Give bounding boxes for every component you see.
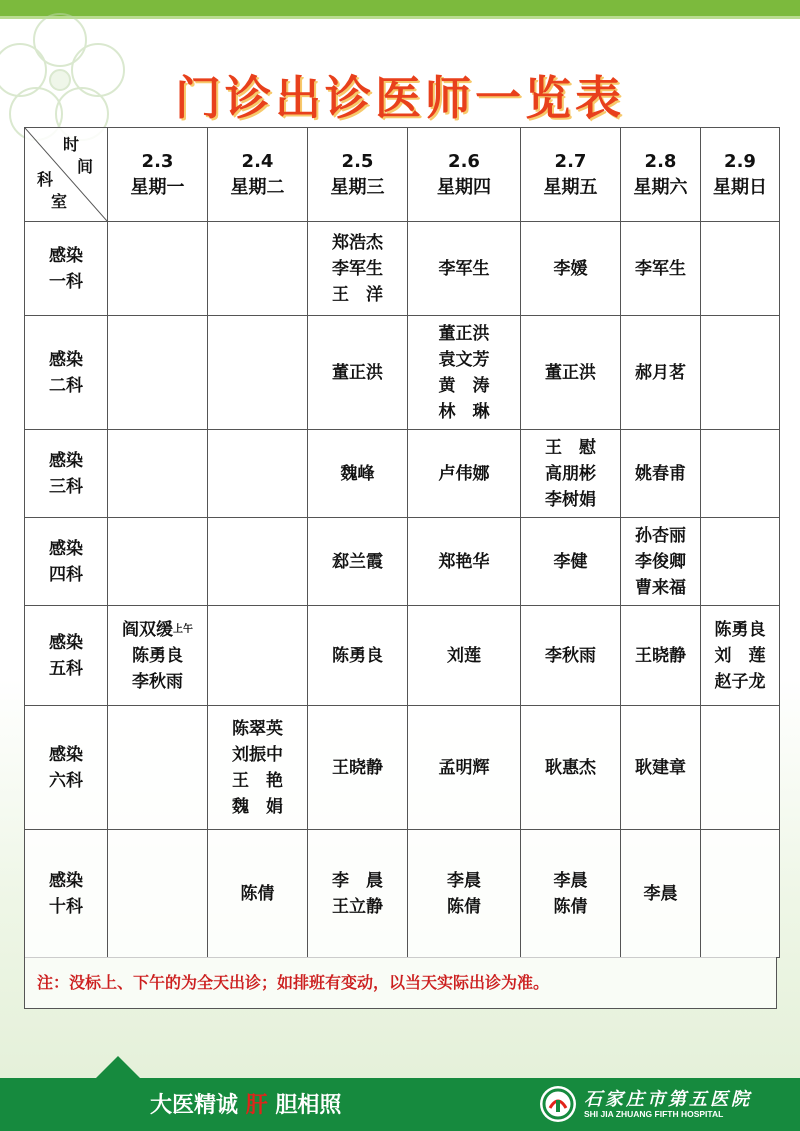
doctor-line [408, 868, 520, 894]
doctor-name: 郄兰霞 [332, 551, 383, 572]
corner-time-label: 时 间 [62, 135, 93, 176]
schedule-cell [108, 606, 208, 706]
doctor-name: 李晨 [643, 883, 678, 904]
footer-notch [96, 1056, 140, 1078]
dept-label: 二科 [49, 375, 83, 396]
dept-label: 感染 [49, 870, 83, 891]
doctor-name: 陈翠英 [232, 718, 283, 739]
doctor-name: 李秋雨 [545, 645, 596, 666]
doctor-line [308, 755, 407, 781]
schedule-cell [521, 430, 621, 518]
day-date: 2.9 [724, 150, 756, 172]
doctor-line [108, 617, 207, 643]
dept-label: 十科 [49, 896, 83, 917]
doctor-name: 赵子龙 [714, 671, 766, 692]
doctor-line [408, 256, 520, 282]
doctor-line [208, 794, 307, 820]
doctor-line [208, 768, 307, 794]
day-date: 2.7 [554, 150, 587, 172]
schedule-cell [621, 430, 701, 518]
schedule-note: 注：没标上、下午的为全天出诊；如排班有变动，以当天实际出诊为准。 [24, 957, 777, 1009]
doctor-line [408, 399, 520, 425]
time-annotation: 上午 [173, 623, 193, 635]
table-row [25, 706, 780, 830]
doctor-line [108, 643, 207, 669]
day-weekday: 星期四 [437, 176, 491, 198]
day-header [521, 128, 621, 222]
doctor-line [621, 549, 700, 575]
schedule-cell [308, 606, 408, 706]
doctor-line [308, 230, 407, 256]
dept-cell [25, 430, 108, 518]
doctor-name: 李军生 [438, 258, 490, 279]
day-weekday: 星期三 [330, 176, 385, 198]
doctor-line [521, 643, 620, 669]
dept-label: 六科 [49, 770, 83, 791]
doctor-name: 王晓静 [332, 757, 383, 778]
schedule-cell [701, 222, 780, 316]
doctor-line [308, 360, 407, 386]
doctor-line [308, 461, 407, 487]
doctor-name: 董正洪 [545, 362, 596, 383]
doctor-name: 阎双缓 [122, 619, 173, 640]
schedule-cell [208, 430, 308, 518]
dept-label: 感染 [49, 538, 83, 559]
schedule-cell [308, 830, 408, 958]
schedule-cell [108, 316, 208, 430]
schedule-cell [408, 830, 521, 958]
doctor-name: 刘 莲 [714, 645, 766, 666]
doctor-name: 耿建章 [635, 757, 686, 778]
doctor-line [621, 256, 700, 282]
doctor-line [408, 549, 520, 575]
schedule-cell [408, 430, 521, 518]
doctor-name: 李晨 [553, 870, 588, 891]
doctor-line [408, 321, 520, 347]
schedule-cell [408, 518, 521, 606]
doctor-line [521, 755, 620, 781]
doctor-name: 陈倩 [553, 896, 588, 917]
doctor-name: 李树娟 [545, 489, 596, 510]
doctor-name: 曹来福 [635, 577, 686, 598]
dept-cell [25, 518, 108, 606]
doctor-name: 陈勇良 [332, 645, 383, 666]
schedule-cell [208, 830, 308, 958]
dept-label: 感染 [49, 349, 83, 370]
schedule-cell [108, 518, 208, 606]
doctor-line [701, 669, 779, 695]
schedule-cell [621, 222, 701, 316]
corner-dept-label: 科 室 [37, 170, 68, 211]
doctor-name: 高朋彬 [545, 463, 596, 484]
day-header [408, 128, 521, 222]
schedule-cell [208, 518, 308, 606]
schedule-cell [521, 316, 621, 430]
doctor-line [621, 461, 700, 487]
dept-cell [25, 830, 108, 958]
doctor-name: 魏峰 [340, 463, 375, 484]
doctor-name: 郑艳华 [438, 551, 490, 572]
schedule-cell [701, 518, 780, 606]
page-title: 门诊出诊医师一览表 [175, 71, 625, 125]
corner-header [25, 128, 108, 222]
doctor-name: 王 洋 [332, 284, 383, 305]
dept-label: 一科 [49, 271, 83, 292]
dept-label: 五科 [49, 658, 83, 679]
schedule-cell [521, 830, 621, 958]
day-date: 2.3 [141, 150, 174, 172]
day-header [621, 128, 701, 222]
doctor-name: 李俊卿 [635, 551, 686, 572]
day-weekday: 星期日 [713, 176, 767, 198]
dept-label: 感染 [49, 744, 83, 765]
doctor-line [621, 755, 700, 781]
dept-label: 感染 [49, 450, 83, 471]
dept-label: 三科 [49, 476, 83, 497]
schedule-cell [308, 222, 408, 316]
doctor-line [308, 282, 407, 308]
schedule-cell [208, 606, 308, 706]
doctor-line [521, 487, 620, 513]
table-row [25, 222, 780, 316]
table-row [25, 518, 780, 606]
schedule-cell [308, 706, 408, 830]
doctor-line [408, 643, 520, 669]
schedule-cell [521, 706, 621, 830]
day-header [208, 128, 308, 222]
schedule-cell [108, 430, 208, 518]
doctor-line [308, 643, 407, 669]
doctor-line [521, 256, 620, 282]
doctor-line [208, 742, 307, 768]
day-weekday: 星期五 [543, 176, 598, 198]
schedule-cell [108, 222, 208, 316]
schedule-cell [208, 222, 308, 316]
schedule-cell [621, 830, 701, 958]
day-weekday: 星期一 [130, 176, 185, 198]
doctor-name: 李晨 [447, 870, 481, 891]
doctor-name: 王晓静 [635, 645, 686, 666]
table-row [25, 830, 780, 958]
doctor-line [521, 894, 620, 920]
doctor-line [408, 894, 520, 920]
schedule-cell [308, 430, 408, 518]
dept-label: 感染 [49, 245, 83, 266]
schedule-cell [521, 222, 621, 316]
schedule-cell [308, 518, 408, 606]
doctor-line [408, 461, 520, 487]
schedule-cell [621, 606, 701, 706]
hospital-name-cn: 石家庄市第五医院 [584, 1089, 752, 1110]
table-row [25, 430, 780, 518]
hospital-logo-icon [540, 1086, 576, 1122]
doctor-name: 卢伟娜 [438, 463, 490, 484]
slogan-part-a: 大医精诚 [150, 1093, 239, 1118]
schedule-cell [621, 316, 701, 430]
doctor-name: 姚春甫 [635, 463, 686, 484]
doctor-line [521, 868, 620, 894]
day-date: 2.8 [644, 150, 677, 172]
doctor-name: 孟明辉 [438, 757, 490, 778]
schedule-cell [208, 316, 308, 430]
day-date: 2.6 [448, 150, 480, 172]
doctor-name: 李秋雨 [132, 671, 183, 692]
doctor-line [621, 643, 700, 669]
doctor-name: 李 晨 [332, 870, 383, 891]
doctor-line [308, 256, 407, 282]
doctor-name: 陈勇良 [714, 619, 766, 640]
schedule-cell [108, 830, 208, 958]
doctor-name: 董正洪 [332, 362, 383, 383]
slogan-part-c: 胆相照 [275, 1093, 342, 1118]
dept-cell [25, 706, 108, 830]
doctor-name: 王 慰 [545, 437, 596, 458]
doctor-name: 郝月茗 [635, 362, 686, 383]
doctor-name: 王立静 [332, 896, 383, 917]
dept-label: 四科 [49, 564, 83, 585]
doctor-name: 林 琳 [438, 401, 490, 422]
dept-label: 感染 [49, 632, 83, 653]
doctor-name: 郑浩杰 [332, 232, 383, 253]
schedule-cell [408, 706, 521, 830]
schedule-cell [108, 706, 208, 830]
hospital-name-en: SHI JIA ZHUANG FIFTH HOSPITAL [584, 1109, 724, 1119]
dept-cell [25, 606, 108, 706]
doctor-line [521, 435, 620, 461]
doctor-name: 李军生 [635, 258, 686, 279]
doctor-line [621, 575, 700, 601]
schedule-cell [701, 430, 780, 518]
day-header [108, 128, 208, 222]
footer-slogan [150, 1088, 341, 1119]
doctor-line [521, 549, 620, 575]
doctor-line [408, 373, 520, 399]
doctor-name: 袁文芳 [438, 349, 490, 370]
doctor-line [108, 669, 207, 695]
day-weekday: 星期二 [230, 176, 285, 198]
day-header [701, 128, 780, 222]
schedule-cell [701, 606, 780, 706]
day-weekday: 星期六 [633, 176, 688, 198]
doctor-name: 李媛 [553, 258, 588, 279]
doctor-line [521, 360, 620, 386]
doctor-name: 黄 涛 [438, 375, 490, 396]
dept-cell [25, 316, 108, 430]
doctor-name: 陈倩 [240, 883, 275, 904]
schedule-cell [701, 316, 780, 430]
schedule-cell [621, 518, 701, 606]
schedule-cell [408, 606, 521, 706]
doctor-name: 孙杏丽 [635, 525, 686, 546]
doctor-name: 李军生 [332, 258, 383, 279]
table-row [25, 316, 780, 430]
day-header [308, 128, 408, 222]
doctor-name: 刘莲 [447, 645, 481, 666]
slogan-part-b: 肝 [245, 1093, 268, 1118]
schedule-cell [701, 830, 780, 958]
doctor-name: 王 艳 [232, 770, 283, 791]
doctor-line [408, 755, 520, 781]
doctor-name: 陈倩 [447, 896, 481, 917]
doctor-line [208, 716, 307, 742]
doctor-line [208, 881, 307, 907]
doctor-name: 陈勇良 [132, 645, 183, 666]
doctor-line [621, 881, 700, 907]
schedule-cell [701, 706, 780, 830]
doctor-line [521, 461, 620, 487]
doctor-line [308, 868, 407, 894]
dept-cell [25, 222, 108, 316]
day-date: 2.5 [341, 150, 374, 172]
day-date: 2.4 [241, 150, 274, 172]
schedule-cell [521, 606, 621, 706]
doctor-name: 耿惠杰 [545, 757, 596, 778]
schedule-table [24, 127, 780, 958]
table-row [25, 606, 780, 706]
doctor-name: 李健 [553, 551, 588, 572]
schedule-cell [621, 706, 701, 830]
doctor-line [621, 360, 700, 386]
schedule-cell [408, 222, 521, 316]
doctor-name: 刘振中 [232, 744, 283, 765]
doctor-name: 董正洪 [438, 323, 490, 344]
doctor-line [408, 347, 520, 373]
doctor-name: 魏 娟 [232, 796, 283, 817]
doctor-line [308, 894, 407, 920]
doctor-line [701, 643, 779, 669]
doctor-line [621, 523, 700, 549]
schedule-cell [408, 316, 521, 430]
doctor-line [308, 549, 407, 575]
doctor-line [701, 617, 779, 643]
schedule-cell [208, 706, 308, 830]
schedule-cell [308, 316, 408, 430]
schedule-cell [521, 518, 621, 606]
